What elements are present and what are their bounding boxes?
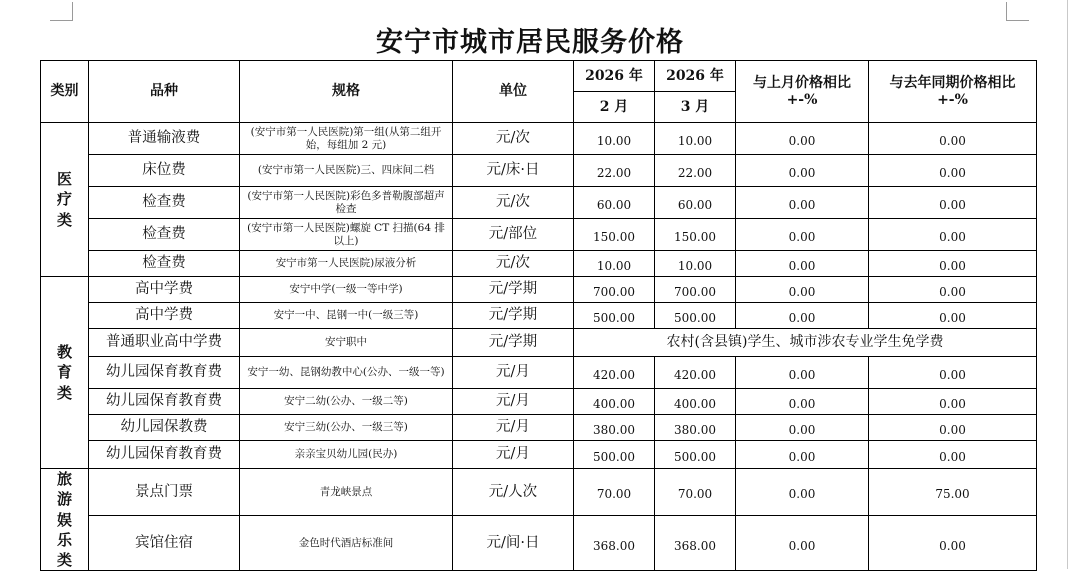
item-unit: 元/次 [453,187,574,219]
change-yoy: 0.00 [869,515,1037,570]
item-name: 幼儿园保育教育费 [89,441,240,469]
price-feb: 700.00 [574,277,655,303]
category-education [41,277,89,469]
header-row [41,61,1037,92]
page-corner-mark-right [1006,2,1029,21]
change-yoy: 0.00 [869,357,1037,389]
header-month-mar: 3 月 [655,92,736,123]
change-mom: 0.00 [736,251,869,277]
change-yoy: 0.00 [869,277,1037,303]
price-mar: 700.00 [655,277,736,303]
table-row [41,303,1037,329]
price-mar: 400.00 [655,389,736,415]
change-mom: 0.00 [736,357,869,389]
price-mar: 500.00 [655,303,736,329]
item-name: 幼儿园保教费 [89,415,240,441]
header-yoy-sign: +-% [937,91,968,108]
change-yoy: 75.00 [869,469,1037,516]
header-yoy-label: 与去年同期价格相比 [889,75,1016,92]
item-spec: 安宁二幼(公办、一级二等) [240,389,453,415]
item-name: 幼儿园保育教育费 [89,357,240,389]
item-name: 床位费 [89,155,240,187]
table-row [41,187,1037,219]
page-corner-mark-left [50,2,73,21]
item-spec: 安宁一中、昆钢一中(一级三等) [240,303,453,329]
change-yoy: 0.00 [869,123,1037,155]
price-mar: 380.00 [655,415,736,441]
item-unit: 元/次 [453,251,574,277]
table-row [41,441,1037,469]
table-row [41,415,1037,441]
header-unit: 单位 [453,61,574,123]
change-yoy: 0.00 [869,415,1037,441]
item-name: 检查费 [89,187,240,219]
change-mom: 0.00 [736,123,869,155]
price-feb: 10.00 [574,251,655,277]
category-label: 旅游娱乐类 [57,470,73,569]
table-row [41,277,1037,303]
price-mar: 70.00 [655,469,736,516]
change-mom: 0.00 [736,187,869,219]
item-name: 高中学费 [89,277,240,303]
item-spec: 亲亲宝贝幼儿园(民办) [240,441,453,469]
price-mar: 368.00 [655,515,736,570]
price-feb: 500.00 [574,441,655,469]
item-name: 普通输液费 [89,123,240,155]
change-mom: 0.00 [736,303,869,329]
price-feb: 22.00 [574,155,655,187]
price-feb: 400.00 [574,389,655,415]
price-feb: 10.00 [574,123,655,155]
page-edge-line [1067,0,1068,569]
change-mom: 0.00 [736,469,869,516]
item-unit: 元/学期 [453,303,574,329]
item-unit: 元/月 [453,441,574,469]
item-unit: 元/人次 [453,469,574,516]
item-spec: 安宁职中 [240,329,453,357]
table-row [41,515,1037,570]
item-spec: 安宁一幼、昆钢幼教中心(公办、一级一等) [240,357,453,389]
header-year-feb: 2026 年 [574,61,655,92]
price-mar: 60.00 [655,187,736,219]
price-feb: 380.00 [574,415,655,441]
item-unit: 元/次 [453,123,574,155]
change-mom: 0.00 [736,515,869,570]
price-mar: 500.00 [655,441,736,469]
item-spec: (安宁市第一人民医院)螺旋 CT 扫描(64 排以上) [240,219,453,251]
category-label: 教育类 [57,343,73,402]
change-mom: 0.00 [736,441,869,469]
price-feb: 420.00 [574,357,655,389]
item-spec: (安宁市第一人民医院)彩色多普勒腹部超声检查 [240,187,453,219]
item-unit: 元/部位 [453,219,574,251]
item-name: 幼儿园保育教育费 [89,389,240,415]
category-tourism [41,469,89,571]
category-medical [41,123,89,277]
change-mom: 0.00 [736,155,869,187]
price-feb: 150.00 [574,219,655,251]
table-row [41,123,1037,155]
change-yoy: 0.00 [869,303,1037,329]
item-spec: 安宁中学(一级一等中学) [240,277,453,303]
item-spec: 金色时代酒店标准间 [240,515,453,570]
item-name: 检查费 [89,219,240,251]
header-spec: 规格 [240,61,453,123]
item-name: 检查费 [89,251,240,277]
item-unit: 元/间·日 [453,515,574,570]
item-spec: 安宁市第一人民医院)尿液分析 [240,251,453,277]
item-name: 高中学费 [89,303,240,329]
item-unit: 元/月 [453,415,574,441]
table-row [41,389,1037,415]
category-label: 医疗类 [57,170,73,229]
price-feb: 500.00 [574,303,655,329]
item-spec: 安宁三幼(公办、一级三等) [240,415,453,441]
item-spec: 青龙峡景点 [240,469,453,516]
change-yoy: 0.00 [869,389,1037,415]
exemption-note: 农村(含县镇)学生、城市涉农专业学生免学费 [574,329,1037,357]
page-title: 安宁市城市居民服务价格 [376,27,684,58]
change-yoy: 0.00 [869,187,1037,219]
price-mar: 150.00 [655,219,736,251]
table-row [41,219,1037,251]
price-table [40,60,1037,571]
header-yoy [869,61,1037,123]
item-name: 宾馆住宿 [89,515,240,570]
change-mom: 0.00 [736,219,869,251]
item-name: 普通职业高中学费 [89,329,240,357]
item-unit: 元/学期 [453,329,574,357]
header-year-mar: 2026 年 [655,61,736,92]
table-row [41,155,1037,187]
price-mar: 22.00 [655,155,736,187]
change-mom: 0.00 [736,389,869,415]
item-spec: (安宁市第一人民医院)第一组(从第二组开始，每组加 2 元) [240,123,453,155]
price-feb: 70.00 [574,469,655,516]
price-mar: 10.00 [655,251,736,277]
table-row [41,329,1037,357]
table-row [41,251,1037,277]
item-unit: 元/学期 [453,277,574,303]
price-feb: 368.00 [574,515,655,570]
change-mom: 0.00 [736,277,869,303]
change-yoy: 0.00 [869,441,1037,469]
price-feb: 60.00 [574,187,655,219]
item-spec: (安宁市第一人民医院)三、四床间二档 [240,155,453,187]
header-mom-label: 与上月价格相比 [753,75,851,92]
header-variety: 品种 [89,61,240,123]
item-name: 景点门票 [89,469,240,516]
header-month-feb: 2 月 [574,92,655,123]
change-yoy: 0.00 [869,155,1037,187]
change-mom: 0.00 [736,415,869,441]
header-category: 类别 [41,61,89,123]
item-unit: 元/月 [453,357,574,389]
price-mar: 420.00 [655,357,736,389]
item-unit: 元/床·日 [453,155,574,187]
price-mar: 10.00 [655,123,736,155]
item-unit: 元/月 [453,389,574,415]
table-row [41,469,1037,516]
header-mom [736,61,869,123]
change-yoy: 0.00 [869,219,1037,251]
change-yoy: 0.00 [869,251,1037,277]
header-mom-sign: +-% [786,91,818,108]
table-row [41,357,1037,389]
